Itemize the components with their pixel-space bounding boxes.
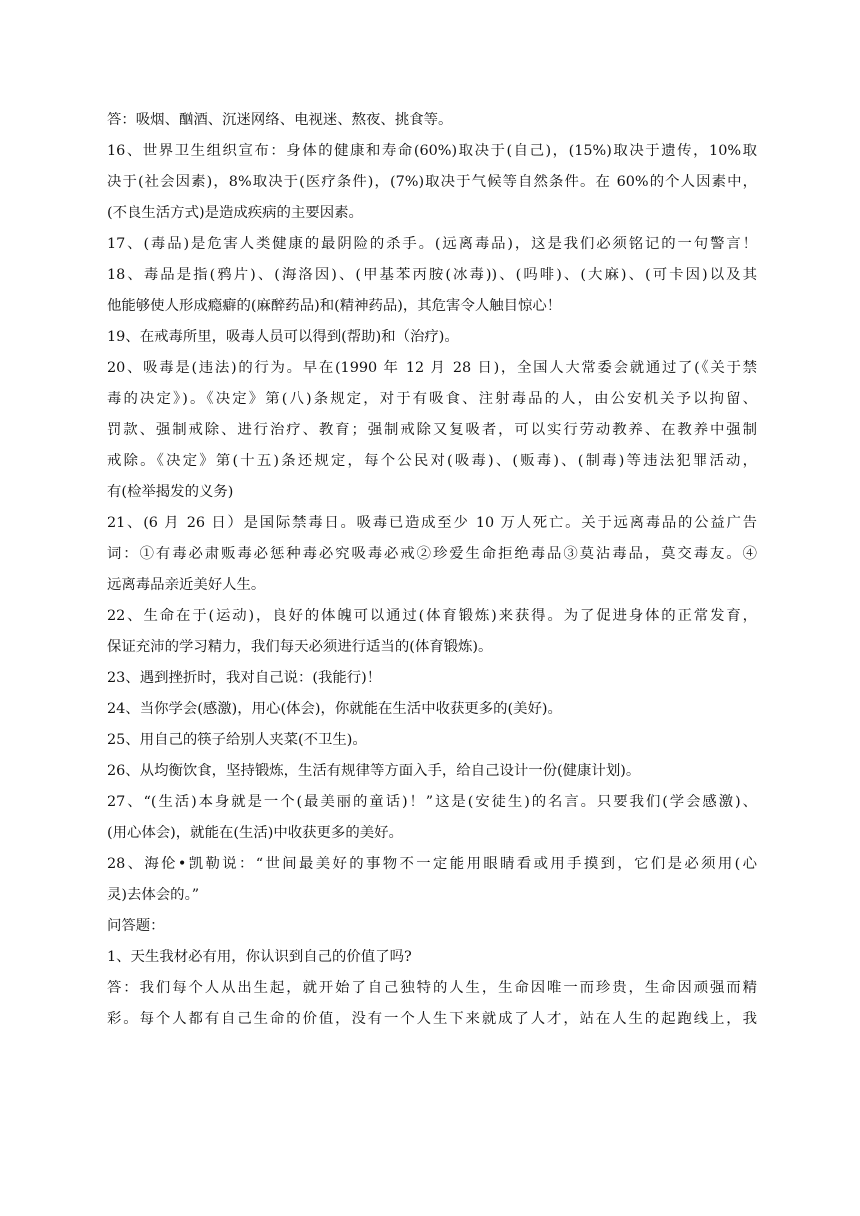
- text-line: 问答题：: [107, 918, 165, 934]
- text-line: 有(检举揭发的义务): [107, 484, 234, 500]
- text-line: 26、从均衡饮食，坚持锻炼，生活有规律等方面入手，给自己设计一份(健康计划)。: [107, 763, 641, 779]
- text-line: 答：吸烟、酗酒、沉迷网络、电视迷、熬夜、挑食等。: [107, 112, 453, 128]
- text-line: 17、(毒品)是危害人类健康的最阴险的杀手。(远离毒品)，这是我们必须铭记的一句警言！: [107, 236, 757, 252]
- text-line: 灵)去体会的。”: [107, 887, 200, 903]
- text-line: 词：①有毒必肃贩毒必惩种毒必究吸毒必戒②珍爱生命拒绝毒品③莫沾毒品，莫交毒友。④: [107, 546, 757, 562]
- text-line: 28、海伦•凯勒说：“世间最美好的事物不一定能用眼睛看或用手摸到，它们是必须用(心: [107, 856, 757, 872]
- text-line: 27、“(生活)本身就是一个(最美丽的童话)！”这是(安徒生)的名言。只要我们(学会感激)、: [107, 794, 757, 810]
- text-line: 16、世界卫生组织宣布：身体的健康和寿命(60%)取决于(自己)，(15%)取决于遗传，10%取: [107, 143, 757, 159]
- text-line: 保证充沛的学习精力，我们每天必须进行适当的(体育锻炼)。: [107, 639, 493, 655]
- text-line: 24、当你学会(感激)，用心(体会)，你就能在生活中收获更多的(美好)。: [107, 701, 562, 717]
- text-line: 彩。每个人都有自己生命的价值，没有一个人生下来就成了人才，站在人生的起跑线上，我: [107, 1011, 757, 1027]
- text-line: 1、天生我材必有用，你认识到自己的价值了吗?: [107, 949, 412, 965]
- text-line: 21、(6 月 26 日）是国际禁毒日。吸毒已造成至少 10 万人死亡。关于远离毒品的公益广告: [107, 515, 757, 531]
- text-line: 23、遇到挫折时，我对自己说：(我能行)！: [107, 670, 382, 686]
- text-line: 答：我们每个人从出生起，就开始了自己独特的人生，生命因唯一而珍贵，生命因顽强而精: [107, 980, 757, 996]
- document-body: [107, 105, 757, 1035]
- text-line: 22、生命在于(运动)，良好的体魄可以通过(体育锻炼)来获得。为了促进身体的正常发育，: [107, 608, 757, 624]
- text-line: 毒的决定》)。《决定》第(八)条规定，对于有吸食、注射毒品的人，由公安机关予以拘留、: [107, 391, 757, 407]
- text-line: 他能够使人形成瘾癖的(麻醉药品)和(精神药品)，其危害令人触目惊心！: [107, 298, 562, 314]
- text-line: 19、在戒毒所里，吸毒人员可以得到(帮助)和（治疗)。: [107, 329, 459, 345]
- text-line: (不良生活方式)是造成疾病的主要因素。: [107, 205, 363, 221]
- text-line: 25、用自己的筷子给别人夹菜(不卫生)。: [107, 732, 367, 748]
- text-line: 远离毒品亲近美好人生。: [107, 577, 266, 593]
- text-line: 20、吸毒是(违法)的行为。早在(1990 年 12 月 28 日)，全国人大常委会就通过了(《关于禁: [107, 360, 757, 376]
- text-line: (用心体会)，就能在(生活)中收获更多的美好。: [107, 825, 403, 841]
- text-line: 18、毒品是指(鸦片)、(海洛因)、(甲基苯丙胺(冰毒))、(吗啡)、(大麻)、(可卡因)以及其: [107, 267, 757, 283]
- text-line: 罚款、强制戒除、进行治疗、教育；强制戒除又复吸者，可以实行劳动教养、在教养中强制: [107, 422, 757, 438]
- text-line: 决于(社会因素)，8%取决于(医疗条件)，(7%)取决于气候等自然条件。在 60%的个人因素中，: [107, 174, 757, 190]
- text-line: 戒除。《决定》第(十五)条还规定，每个公民对(吸毒)、(贩毒)、(制毒)等违法犯罪活动，: [107, 453, 757, 469]
